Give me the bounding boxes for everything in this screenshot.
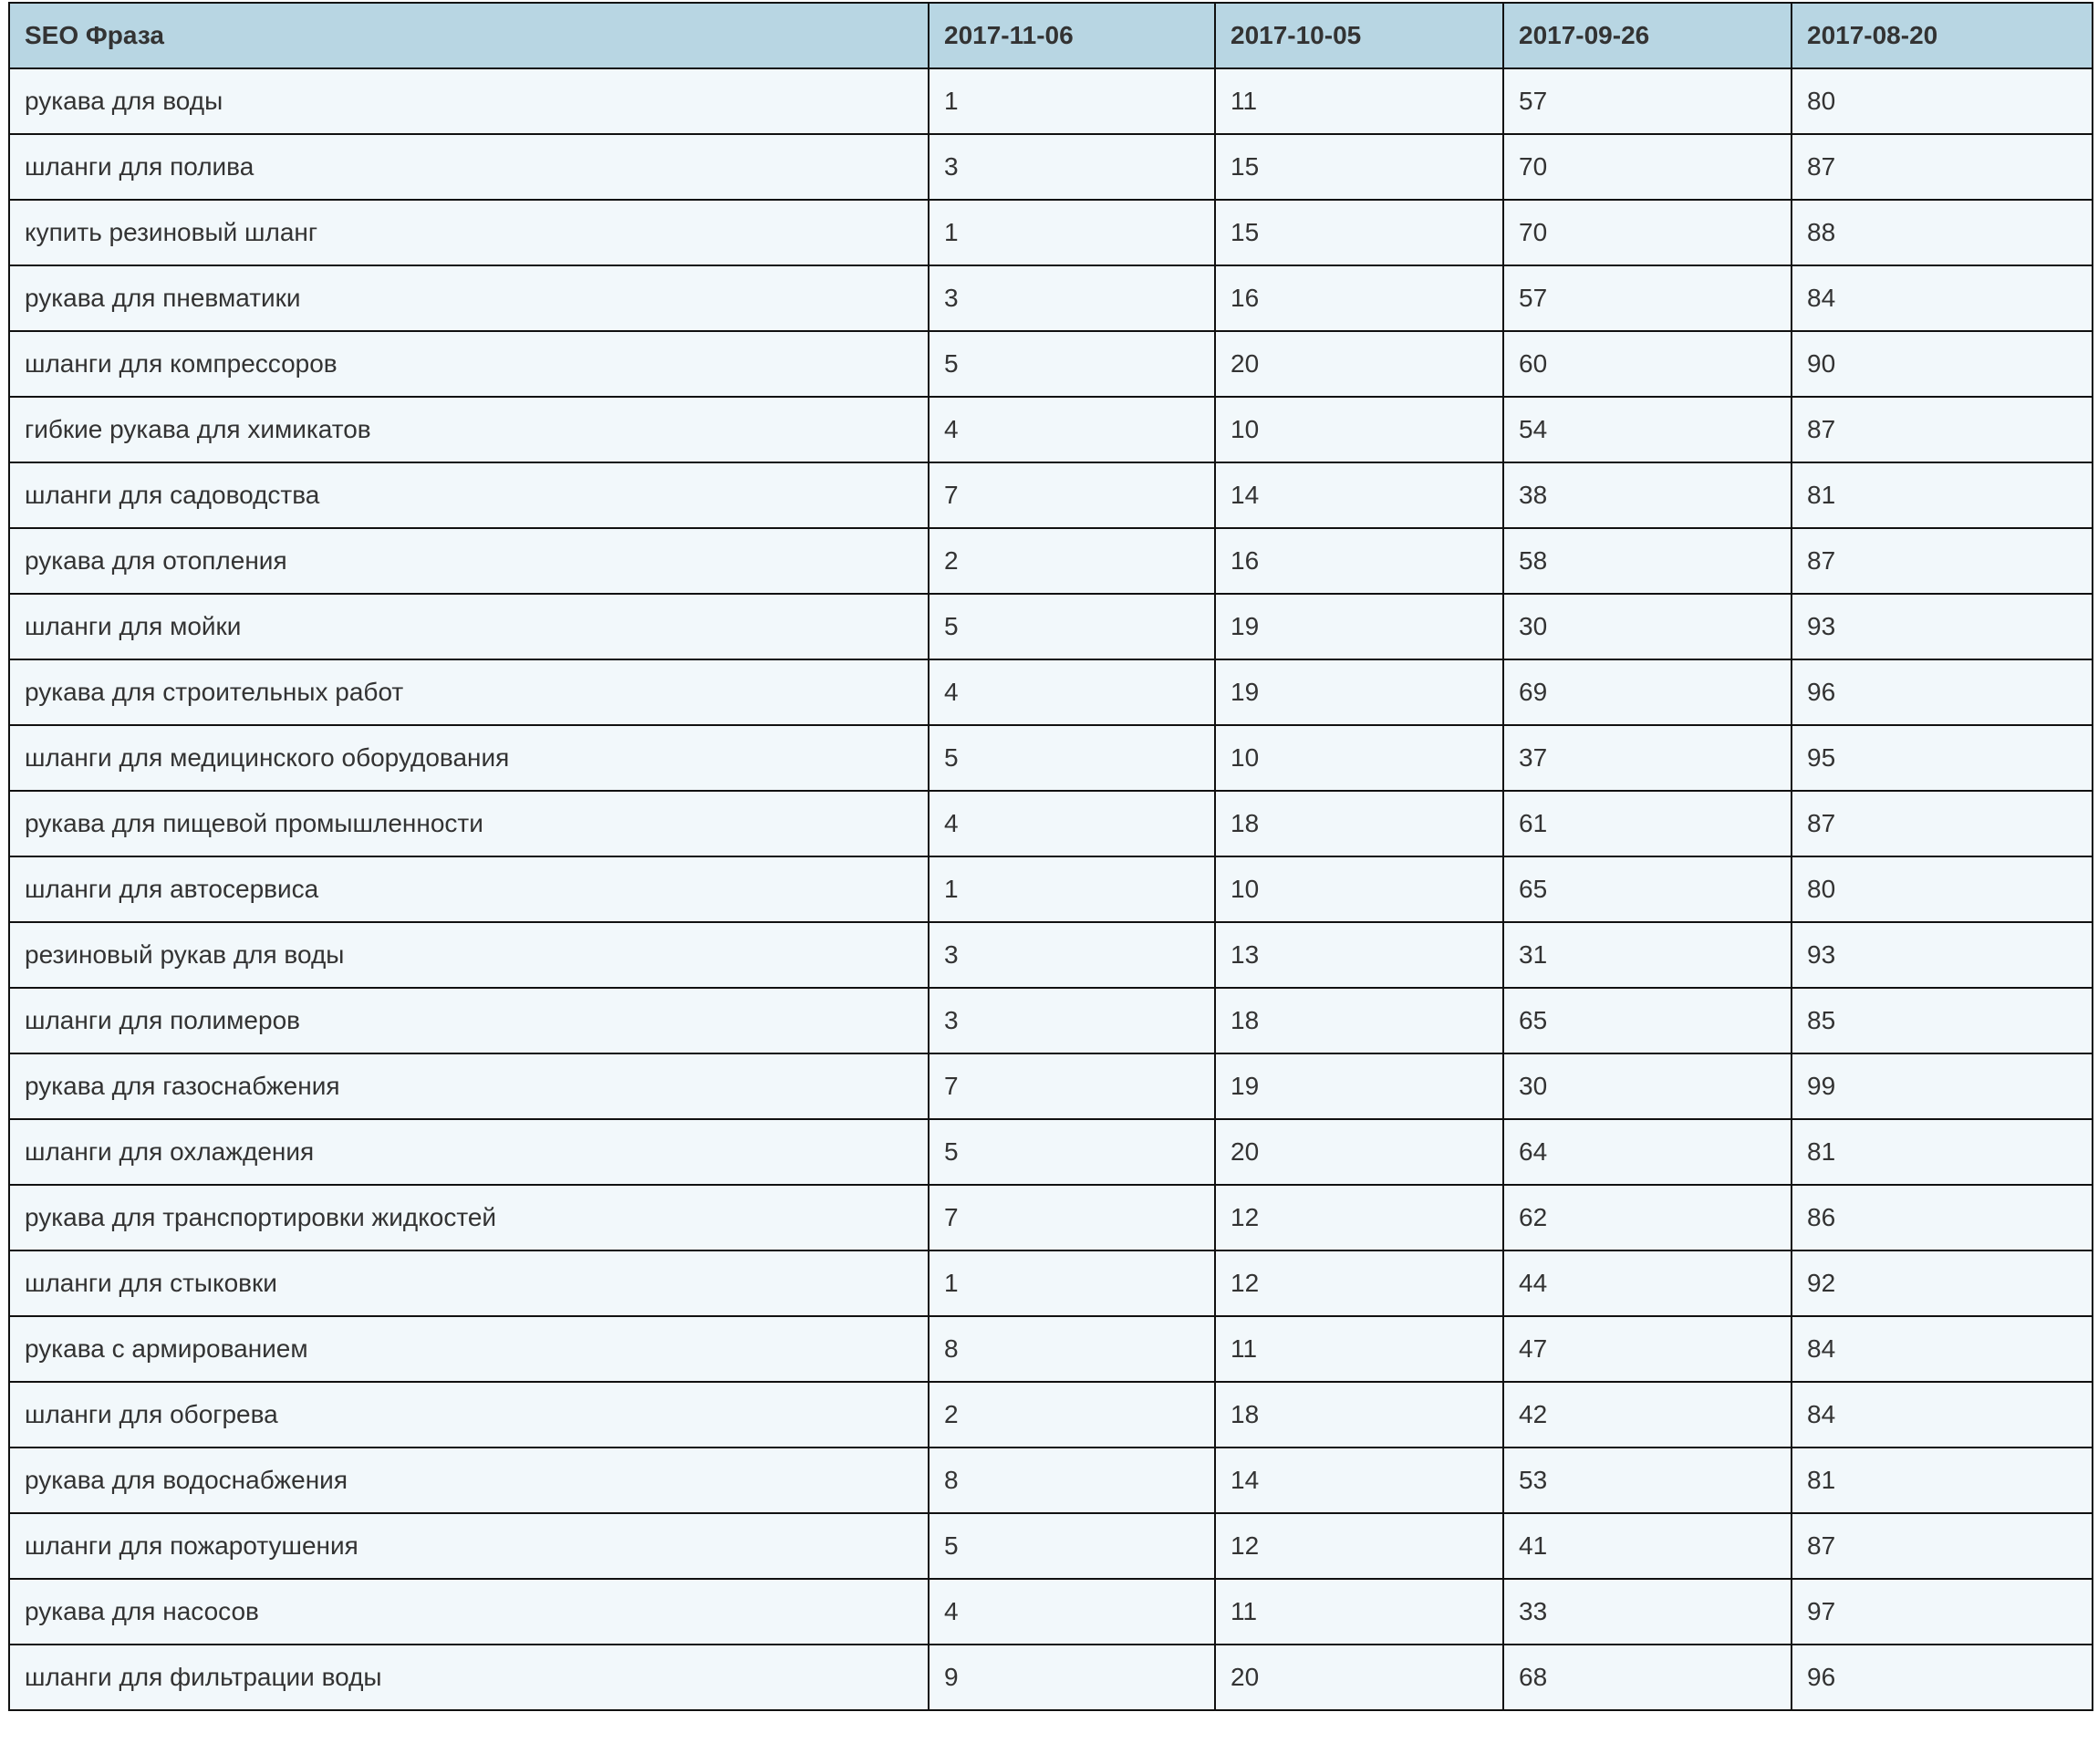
cell-position-2017-08-20: 96 bbox=[1792, 659, 2093, 725]
cell-position-2017-10-05: 13 bbox=[1215, 922, 1503, 988]
cell-position-2017-10-05: 14 bbox=[1215, 462, 1503, 528]
cell-position-2017-10-05: 20 bbox=[1215, 1645, 1503, 1710]
table-row bbox=[9, 528, 2093, 594]
cell-position-2017-09-26: 30 bbox=[1503, 594, 1792, 659]
cell-seo-phrase: рукава для пищевой промышленности bbox=[9, 791, 929, 856]
table-header bbox=[9, 3, 2093, 68]
cell-position-2017-08-20: 88 bbox=[1792, 200, 2093, 265]
cell-position-2017-10-05: 18 bbox=[1215, 988, 1503, 1053]
cell-position-2017-08-20: 92 bbox=[1792, 1250, 2093, 1316]
cell-position-2017-10-05: 19 bbox=[1215, 1053, 1503, 1119]
cell-position-2017-11-06: 1 bbox=[929, 68, 1215, 134]
cell-position-2017-09-26: 44 bbox=[1503, 1250, 1792, 1316]
cell-position-2017-09-26: 70 bbox=[1503, 134, 1792, 200]
cell-seo-phrase: рукава с армированием bbox=[9, 1316, 929, 1382]
cell-position-2017-08-20: 99 bbox=[1792, 1053, 2093, 1119]
cell-position-2017-10-05: 10 bbox=[1215, 397, 1503, 462]
cell-position-2017-11-06: 1 bbox=[929, 856, 1215, 922]
cell-position-2017-11-06: 8 bbox=[929, 1316, 1215, 1382]
cell-position-2017-08-20: 80 bbox=[1792, 856, 2093, 922]
cell-position-2017-08-20: 93 bbox=[1792, 922, 2093, 988]
cell-position-2017-10-05: 12 bbox=[1215, 1250, 1503, 1316]
cell-position-2017-10-05: 11 bbox=[1215, 1579, 1503, 1645]
table-body bbox=[9, 68, 2093, 1710]
cell-position-2017-08-20: 84 bbox=[1792, 1316, 2093, 1382]
cell-seo-phrase: шланги для обогрева bbox=[9, 1382, 929, 1448]
table-row bbox=[9, 1382, 2093, 1448]
cell-position-2017-11-06: 5 bbox=[929, 725, 1215, 791]
header-date-2017-09-26: 2017-09-26 bbox=[1503, 3, 1792, 68]
cell-position-2017-11-06: 7 bbox=[929, 1185, 1215, 1250]
table-row bbox=[9, 988, 2093, 1053]
cell-position-2017-08-20: 81 bbox=[1792, 1448, 2093, 1513]
table-row bbox=[9, 1316, 2093, 1382]
cell-position-2017-11-06: 5 bbox=[929, 1119, 1215, 1185]
cell-position-2017-11-06: 5 bbox=[929, 1513, 1215, 1579]
cell-position-2017-08-20: 84 bbox=[1792, 265, 2093, 331]
cell-seo-phrase: купить резиновый шланг bbox=[9, 200, 929, 265]
cell-seo-phrase: рукава для газоснабжения bbox=[9, 1053, 929, 1119]
cell-seo-phrase: рукава для воды bbox=[9, 68, 929, 134]
cell-seo-phrase: рукава для транспортировки жидкостей bbox=[9, 1185, 929, 1250]
cell-seo-phrase: шланги для мойки bbox=[9, 594, 929, 659]
cell-position-2017-08-20: 96 bbox=[1792, 1645, 2093, 1710]
cell-seo-phrase: рукава для водоснабжения bbox=[9, 1448, 929, 1513]
cell-position-2017-10-05: 20 bbox=[1215, 331, 1503, 397]
header-date-2017-10-05: 2017-10-05 bbox=[1215, 3, 1503, 68]
table-row bbox=[9, 1645, 2093, 1710]
table-row bbox=[9, 1513, 2093, 1579]
cell-position-2017-09-26: 60 bbox=[1503, 331, 1792, 397]
cell-position-2017-09-26: 65 bbox=[1503, 988, 1792, 1053]
cell-position-2017-11-06: 3 bbox=[929, 134, 1215, 200]
header-seo-phrase: SEO Фраза bbox=[9, 3, 929, 68]
cell-position-2017-09-26: 41 bbox=[1503, 1513, 1792, 1579]
cell-position-2017-10-05: 16 bbox=[1215, 265, 1503, 331]
table-row bbox=[9, 1448, 2093, 1513]
cell-position-2017-08-20: 87 bbox=[1792, 397, 2093, 462]
table-row bbox=[9, 462, 2093, 528]
cell-position-2017-11-06: 1 bbox=[929, 200, 1215, 265]
cell-position-2017-09-26: 53 bbox=[1503, 1448, 1792, 1513]
cell-seo-phrase: шланги для компрессоров bbox=[9, 331, 929, 397]
cell-position-2017-11-06: 3 bbox=[929, 988, 1215, 1053]
cell-position-2017-08-20: 87 bbox=[1792, 791, 2093, 856]
cell-seo-phrase: шланги для стыковки bbox=[9, 1250, 929, 1316]
cell-position-2017-10-05: 18 bbox=[1215, 791, 1503, 856]
table-row bbox=[9, 922, 2093, 988]
cell-position-2017-08-20: 90 bbox=[1792, 331, 2093, 397]
table-row bbox=[9, 1579, 2093, 1645]
cell-seo-phrase: шланги для полива bbox=[9, 134, 929, 200]
table-row bbox=[9, 331, 2093, 397]
cell-position-2017-10-05: 15 bbox=[1215, 134, 1503, 200]
cell-seo-phrase: шланги для пожаротушения bbox=[9, 1513, 929, 1579]
cell-seo-phrase: шланги для садоводства bbox=[9, 462, 929, 528]
cell-seo-phrase: шланги для автосервиса bbox=[9, 856, 929, 922]
cell-position-2017-11-06: 2 bbox=[929, 1382, 1215, 1448]
cell-position-2017-10-05: 10 bbox=[1215, 725, 1503, 791]
cell-position-2017-09-26: 37 bbox=[1503, 725, 1792, 791]
cell-position-2017-08-20: 87 bbox=[1792, 528, 2093, 594]
header-row bbox=[9, 3, 2093, 68]
cell-position-2017-08-20: 80 bbox=[1792, 68, 2093, 134]
cell-position-2017-10-05: 11 bbox=[1215, 68, 1503, 134]
cell-seo-phrase: шланги для фильтрации воды bbox=[9, 1645, 929, 1710]
cell-seo-phrase: рукава для строительных работ bbox=[9, 659, 929, 725]
cell-position-2017-11-06: 3 bbox=[929, 922, 1215, 988]
cell-position-2017-09-26: 65 bbox=[1503, 856, 1792, 922]
cell-position-2017-10-05: 12 bbox=[1215, 1513, 1503, 1579]
cell-position-2017-08-20: 85 bbox=[1792, 988, 2093, 1053]
cell-position-2017-08-20: 87 bbox=[1792, 1513, 2093, 1579]
table-row bbox=[9, 1250, 2093, 1316]
cell-position-2017-11-06: 1 bbox=[929, 1250, 1215, 1316]
cell-position-2017-11-06: 7 bbox=[929, 1053, 1215, 1119]
cell-position-2017-09-26: 69 bbox=[1503, 659, 1792, 725]
cell-position-2017-09-26: 64 bbox=[1503, 1119, 1792, 1185]
cell-position-2017-10-05: 10 bbox=[1215, 856, 1503, 922]
header-date-2017-08-20: 2017-08-20 bbox=[1792, 3, 2093, 68]
cell-seo-phrase: шланги для медицинского оборудования bbox=[9, 725, 929, 791]
cell-position-2017-09-26: 42 bbox=[1503, 1382, 1792, 1448]
table-row bbox=[9, 594, 2093, 659]
cell-position-2017-11-06: 7 bbox=[929, 462, 1215, 528]
cell-position-2017-08-20: 87 bbox=[1792, 134, 2093, 200]
table-row bbox=[9, 856, 2093, 922]
cell-position-2017-08-20: 97 bbox=[1792, 1579, 2093, 1645]
cell-position-2017-11-06: 4 bbox=[929, 397, 1215, 462]
cell-position-2017-09-26: 70 bbox=[1503, 200, 1792, 265]
cell-position-2017-09-26: 68 bbox=[1503, 1645, 1792, 1710]
table-row bbox=[9, 397, 2093, 462]
cell-position-2017-09-26: 57 bbox=[1503, 68, 1792, 134]
cell-position-2017-09-26: 57 bbox=[1503, 265, 1792, 331]
cell-position-2017-10-05: 16 bbox=[1215, 528, 1503, 594]
table-row bbox=[9, 659, 2093, 725]
cell-position-2017-11-06: 5 bbox=[929, 331, 1215, 397]
cell-position-2017-09-26: 33 bbox=[1503, 1579, 1792, 1645]
table-row bbox=[9, 1053, 2093, 1119]
table-row bbox=[9, 1185, 2093, 1250]
cell-position-2017-10-05: 14 bbox=[1215, 1448, 1503, 1513]
cell-position-2017-11-06: 3 bbox=[929, 265, 1215, 331]
cell-position-2017-08-20: 84 bbox=[1792, 1382, 2093, 1448]
cell-position-2017-08-20: 81 bbox=[1792, 1119, 2093, 1185]
cell-position-2017-09-26: 58 bbox=[1503, 528, 1792, 594]
cell-position-2017-10-05: 20 bbox=[1215, 1119, 1503, 1185]
cell-position-2017-10-05: 19 bbox=[1215, 594, 1503, 659]
cell-position-2017-09-26: 47 bbox=[1503, 1316, 1792, 1382]
cell-position-2017-08-20: 86 bbox=[1792, 1185, 2093, 1250]
cell-position-2017-10-05: 15 bbox=[1215, 200, 1503, 265]
cell-position-2017-11-06: 4 bbox=[929, 791, 1215, 856]
table-row bbox=[9, 68, 2093, 134]
cell-position-2017-10-05: 18 bbox=[1215, 1382, 1503, 1448]
cell-seo-phrase: гибкие рукава для химикатов bbox=[9, 397, 929, 462]
cell-position-2017-10-05: 11 bbox=[1215, 1316, 1503, 1382]
seo-positions-table bbox=[8, 2, 2093, 1711]
cell-position-2017-08-20: 95 bbox=[1792, 725, 2093, 791]
table-row bbox=[9, 200, 2093, 265]
cell-seo-phrase: резиновый рукав для воды bbox=[9, 922, 929, 988]
table-row bbox=[9, 725, 2093, 791]
cell-position-2017-11-06: 9 bbox=[929, 1645, 1215, 1710]
cell-seo-phrase: рукава для пневматики bbox=[9, 265, 929, 331]
cell-position-2017-09-26: 54 bbox=[1503, 397, 1792, 462]
cell-seo-phrase: рукава для отопления bbox=[9, 528, 929, 594]
cell-seo-phrase: шланги для охлаждения bbox=[9, 1119, 929, 1185]
cell-position-2017-09-26: 61 bbox=[1503, 791, 1792, 856]
cell-position-2017-11-06: 5 bbox=[929, 594, 1215, 659]
cell-position-2017-10-05: 12 bbox=[1215, 1185, 1503, 1250]
cell-position-2017-11-06: 8 bbox=[929, 1448, 1215, 1513]
cell-seo-phrase: рукава для насосов bbox=[9, 1579, 929, 1645]
cell-position-2017-11-06: 2 bbox=[929, 528, 1215, 594]
cell-position-2017-10-05: 19 bbox=[1215, 659, 1503, 725]
table-row bbox=[9, 1119, 2093, 1185]
table-row bbox=[9, 265, 2093, 331]
cell-position-2017-09-26: 62 bbox=[1503, 1185, 1792, 1250]
cell-position-2017-09-26: 30 bbox=[1503, 1053, 1792, 1119]
cell-seo-phrase: шланги для полимеров bbox=[9, 988, 929, 1053]
cell-position-2017-11-06: 4 bbox=[929, 1579, 1215, 1645]
cell-position-2017-08-20: 93 bbox=[1792, 594, 2093, 659]
cell-position-2017-09-26: 38 bbox=[1503, 462, 1792, 528]
header-date-2017-11-06: 2017-11-06 bbox=[929, 3, 1215, 68]
cell-position-2017-08-20: 81 bbox=[1792, 462, 2093, 528]
cell-position-2017-11-06: 4 bbox=[929, 659, 1215, 725]
table-row bbox=[9, 134, 2093, 200]
cell-position-2017-09-26: 31 bbox=[1503, 922, 1792, 988]
table-row bbox=[9, 791, 2093, 856]
